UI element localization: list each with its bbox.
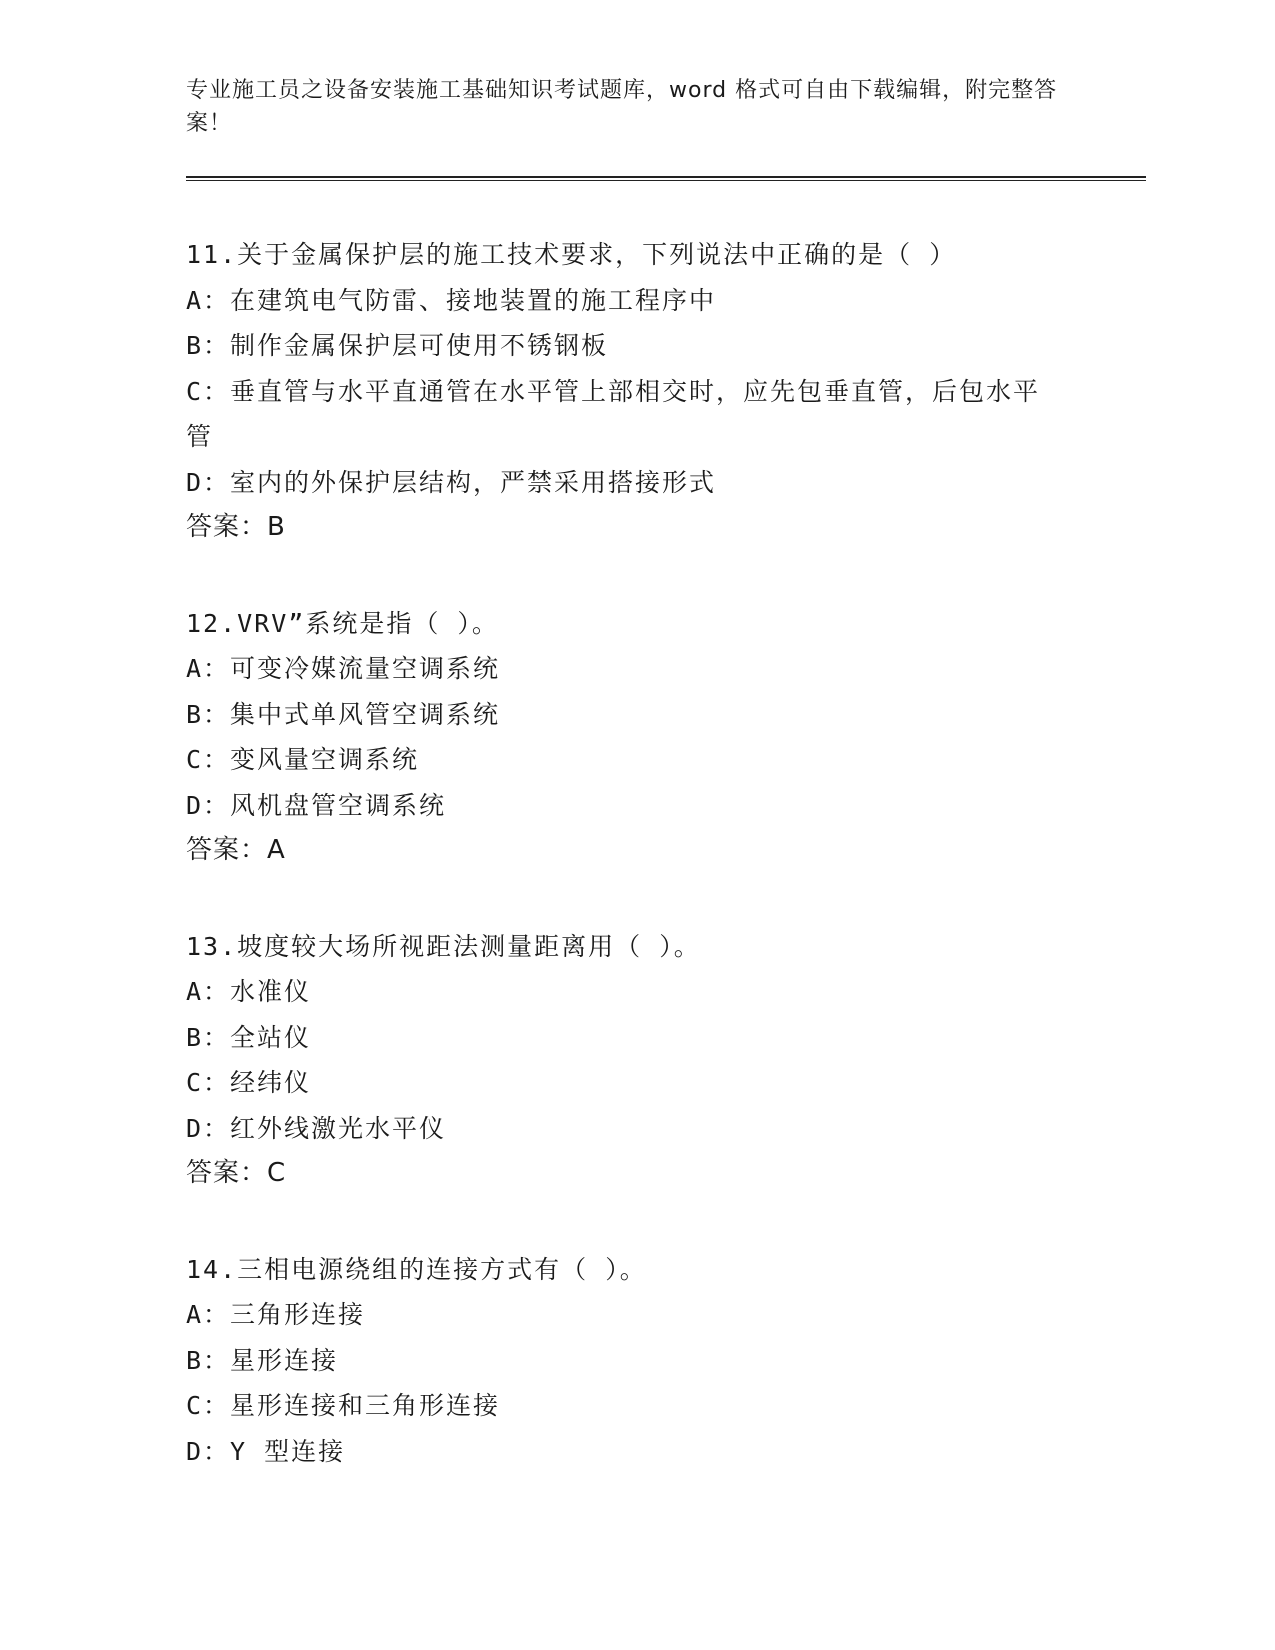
option-c: C：变风量空调系统	[186, 745, 420, 774]
question-list	[186, 232, 1086, 1524]
option-b: B：星形连接	[186, 1345, 339, 1375]
option-a: A：水准仪	[186, 977, 312, 1006]
question-stem: 11.关于金属保护层的施工技术要求，下列说法中正确的是（ ）	[186, 240, 957, 269]
question-14	[186, 1247, 1086, 1475]
answer-line: 答案：B	[186, 512, 286, 542]
option-c: C：垂直管与水平直通管在水平管上部相交时，应先包垂直管，后包水平管	[186, 376, 1041, 451]
option-d: D：风机盘管空调系统	[186, 790, 447, 820]
option-a: A：可变冷媒流量空调系统	[186, 654, 501, 683]
document-header: 专业施工员之设备安装施工基础知识考试题库，word 格式可自由下载编辑，附完整答案！	[186, 78, 1058, 136]
answer-line: 答案：C	[186, 1158, 287, 1188]
option-a: A：三角形连接	[186, 1300, 366, 1329]
option-b: B：制作金属保护层可使用不锈钢板	[186, 331, 609, 360]
question-13	[186, 924, 1086, 1197]
option-d: D：Y 型连接	[186, 1436, 346, 1466]
option-d: D：红外线激光水平仪	[186, 1113, 447, 1143]
option-b: B：全站仪	[186, 1022, 312, 1052]
option-b: B：集中式单风管空调系统	[186, 699, 501, 729]
question-stem: 12.VRV”系统是指（ ）。	[186, 608, 499, 638]
question-stem: 13.坡度较大场所视距法测量距离用（ ）。	[186, 931, 701, 961]
option-c: C：经纬仪	[186, 1068, 312, 1097]
header-divider	[186, 176, 1146, 181]
question-stem: 14.三相电源绕组的连接方式有（ ）。	[186, 1254, 647, 1284]
question-12	[186, 601, 1086, 874]
answer-line: 答案：A	[186, 835, 286, 865]
option-c: C：星形连接和三角形连接	[186, 1391, 501, 1420]
question-11	[186, 232, 1086, 551]
option-a: A：在建筑电气防雷、接地装置的施工程序中	[186, 285, 717, 315]
option-d: D：室内的外保护层结构，严禁采用搭接形式	[186, 467, 717, 497]
